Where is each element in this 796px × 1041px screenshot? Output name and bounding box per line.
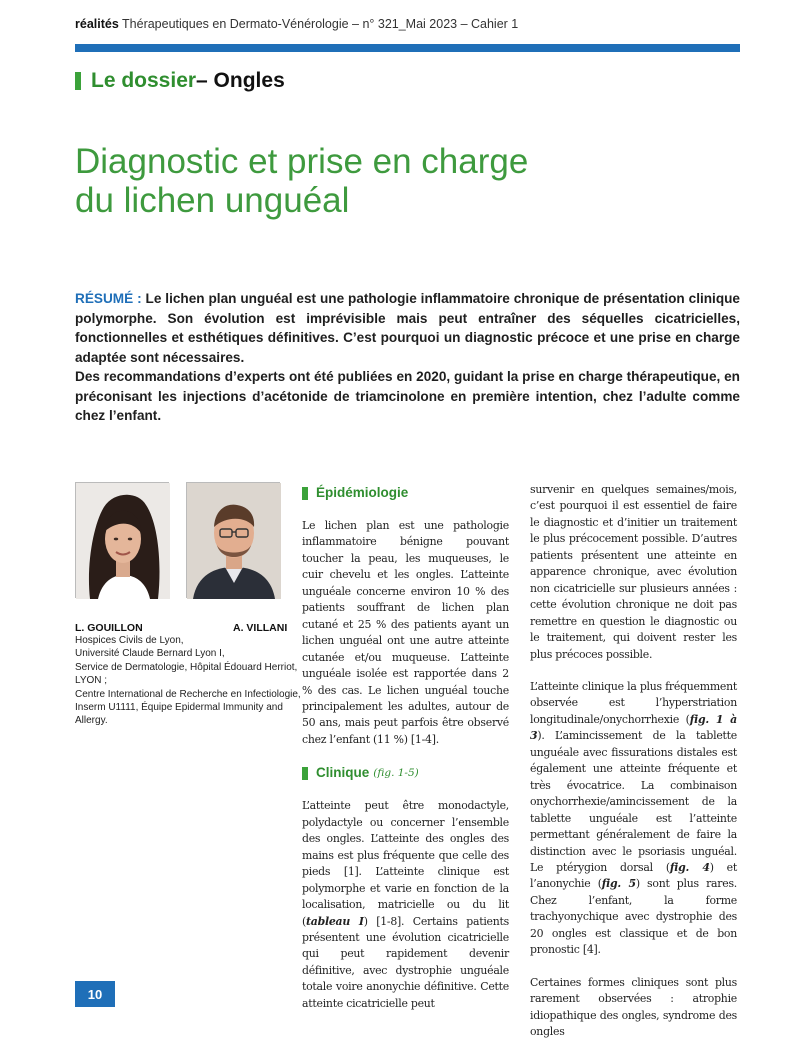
header-rule	[75, 44, 740, 52]
author-photo-gouillon	[75, 482, 169, 598]
text-run: ) [1-8]. Certains patients présentent une évolution cicatricielle qui peut rapidement devenir définitive, avec dystrophie unguéale totale voire anonychie définitive. Cette atteinte cicatricielle peut	[302, 914, 509, 1010]
running-head	[75, 17, 518, 31]
body-column-2	[530, 482, 737, 1041]
section-topic: – Ongles	[196, 69, 285, 92]
abstract-paragraph-2: Des recommandations d’experts ont été publiées en 2020, guidant la prise en charge thérapeutique, en préconisant les injections d’acétonide de triamcinolone en première intention, chez l’adulte comme chez l’enfant.	[75, 369, 740, 423]
heading-clinique	[302, 764, 509, 782]
abstract-paragraph-1	[75, 289, 740, 367]
affiliation-line: Service de Dermatologie, Hôpital Édouard Herriot,	[75, 661, 298, 673]
article-title	[75, 142, 528, 220]
abstract-label: RÉSUMÉ :	[75, 291, 142, 306]
section-marker	[75, 72, 81, 90]
figure-reference: fig. 1 à 3	[530, 712, 737, 743]
affiliation-line: Hospices Civils de Lyon,	[75, 635, 184, 646]
figure-reference: (fig. 1-5)	[373, 767, 419, 780]
affiliation-line: Université Claude Bernard Lyon I,	[75, 648, 225, 660]
heading-marker	[302, 487, 308, 500]
paragraph-formes-rares: Certaines formes cliniques sont plus rarement observées : atrophie idiopathique des ongles, syndrome des ongles	[530, 975, 737, 1039]
paragraph-evolution: survenir en quelques semaines/mois, c’est pourquoi il est essentiel de faire le diagnostic et d’initier un traitement le plus précocement possible. D’autres patients présentent une atteinte en apparence chronique, avec évolution non cicatricielle sur plusieurs années : cette évolution chronique ne doit pas remettre en question le diagnostic ou le traitement, qui doivent rester les plus précoces possible.	[530, 483, 737, 661]
author-photo-villani	[186, 482, 280, 598]
journal-issue: Thérapeutiques en Dermato-Vénérologie – n° 321_Mai 2023 – Cahier 1	[118, 17, 519, 31]
figure-reference: fig. 5	[601, 877, 636, 891]
heading-epidemiologie	[302, 484, 509, 502]
journal-brand: réalités	[75, 17, 119, 31]
text-run: L’atteinte clinique la plus fréquemment observée est l’hyperstriation longitudinale/onychorrhexie (	[530, 679, 737, 726]
affiliation-line: LYON ;	[75, 675, 108, 687]
paragraph-epidemiologie: Le lichen plan est une pathologie inflammatoire bénigne pouvant toucher la peau, les muqueuses, le cuir chevelu et les ongles. L’atteinte unguéale concerne environ 10 % des patients souffrant de lichen plan cutané et 25 % des patients ayant un lichen unguéal ont une autre atteinte cutanée et/ou muqueuse. L’atteinte unguéale isolée est rapportée dans 2 % des cas. Le lichen unguéal touche principalement les adultes, autour de 50 ans, mais peut parfois être observé chez l’enfant (11 %) [1-4].	[302, 519, 509, 746]
section-heading	[75, 68, 285, 94]
abstract	[75, 289, 740, 426]
affiliation-line: Inserm U1111, Équipe Epidermal Immunity and	[75, 702, 283, 714]
abstract-text-1: Le lichen plan unguéal est une pathologie inflammatoire chronique de présentation clinique polymorphe. Son évolution est imprévisible mais peut entraîner des séquelles cicatricielles, fonctionnelles et esthétiques définitives. C’est pourquoi un diagnostic précoce et une prise en charge adaptée sont nécessaires.	[75, 291, 740, 365]
paragraph-atteinte	[530, 679, 737, 959]
text-run: ) et l’anonychie (	[530, 860, 737, 891]
affiliation-line: Centre International de Recherche en Infectiologie,	[75, 688, 301, 700]
figure-reference: fig. 4	[669, 860, 710, 874]
page-number: 10	[75, 981, 115, 1007]
author-name-2: A. VILLANI	[233, 622, 288, 634]
heading-marker	[302, 767, 308, 780]
table-reference: tableau I	[306, 914, 364, 928]
text-run: ). L’amincissement de la tablette unguéale avec fissurations distales est également une atteinte fréquente et très évocatrice. La combinaison onychorrhexie/amincissement de la tablette unguéale est l’atteinte permettant généralement de faire la distinction avec le psoriasis unguéal. Le ptérygion dorsal (	[530, 729, 737, 874]
affiliation-line: Allergy.	[75, 715, 108, 727]
paragraph-clinique	[302, 798, 509, 1012]
author-affiliation	[75, 634, 301, 728]
body-column-1	[302, 484, 509, 1012]
section-dossier: Le dossier	[91, 69, 197, 92]
text-run: L’atteinte peut être monodactyle, polydactyle ou concerner l’ensemble des ongles. L’atteinte des ongles des mains est plus fréquente que celle des pieds [1]. L’atteinte clinique est polymorphe et varie en fonction de la localisation, matricielle ou du lit (	[302, 799, 509, 928]
heading-label: Épidémiologie	[316, 484, 409, 500]
text-run: ) sont plus rares. Chez l’enfant, la forme trachyonychique avec dystrophie des 20 ongles est classique et de bon pronostic [4].	[530, 877, 737, 957]
title-line-1: Diagnostic et prise en charge	[75, 142, 529, 181]
author-name-1: L. GOUILLON	[75, 622, 143, 634]
title-line-2: du lichen unguéal	[75, 181, 350, 220]
heading-label: Clinique	[316, 765, 370, 781]
